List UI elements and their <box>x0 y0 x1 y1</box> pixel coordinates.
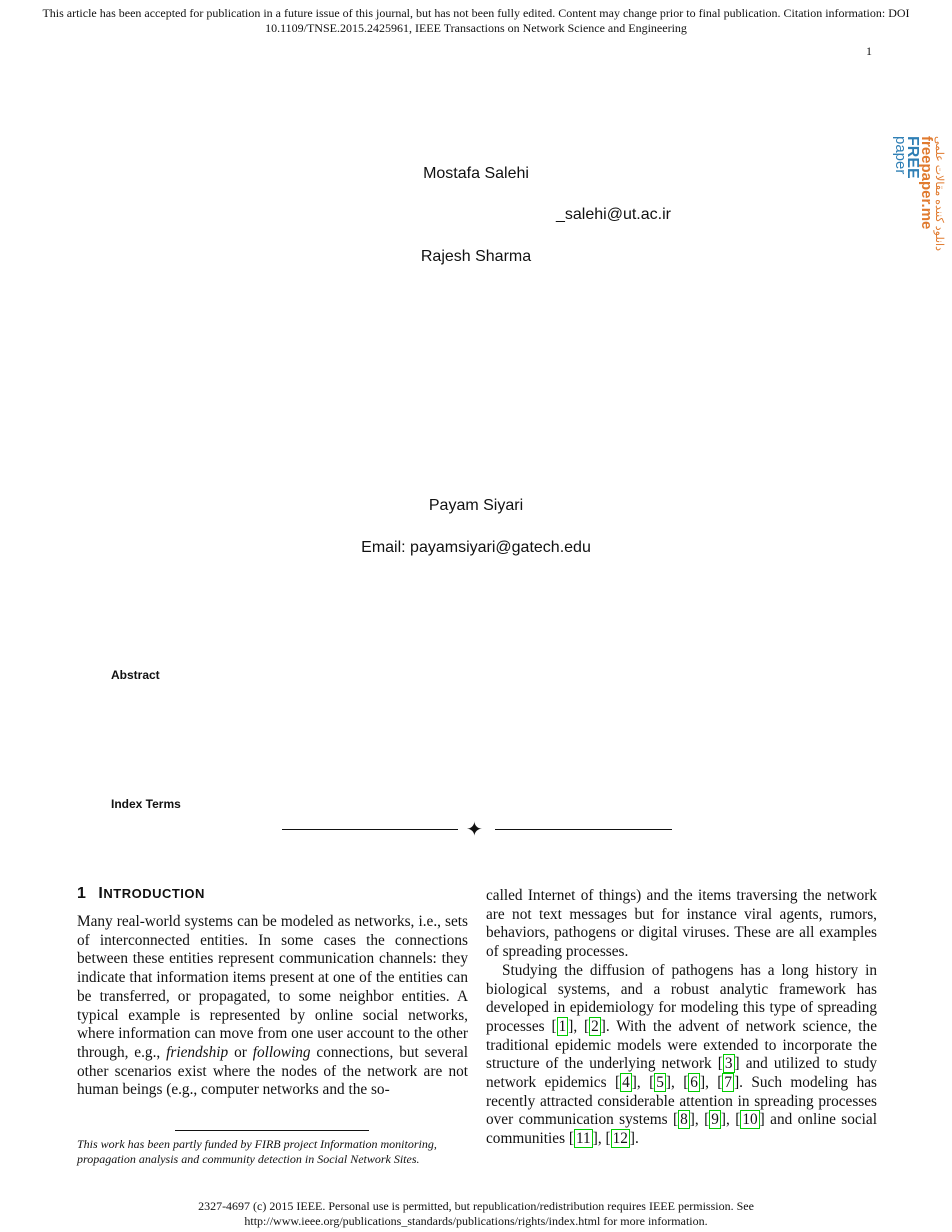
citation-link[interactable]: 5 <box>656 1074 664 1092</box>
footnote-rule <box>175 1130 369 1131</box>
text-run: , <box>636 1074 650 1092</box>
citation-link[interactable]: 3 <box>724 1055 733 1073</box>
right-paragraph-1: called Internet of things) and the items traversing the network are not text messages but for instance viral agents, rumors, behaviors, pathogens or digital viruses. These are all examples of spreading processes. <box>486 887 877 961</box>
logo-paper-text: paper <box>892 136 909 175</box>
section-heading <box>77 885 205 903</box>
text-run: , <box>573 1017 584 1035</box>
footer-line-1: 2327-4697 (c) 2015 IEEE. Personal use is permitted, but republication/redistribution requires IEEE permission. See <box>198 1199 754 1213</box>
citation-link[interactable]: 10 <box>742 1111 758 1129</box>
text-run: . <box>634 1130 639 1148</box>
separator-line-right <box>495 829 672 830</box>
citation-link[interactable]: 12 <box>612 1130 628 1148</box>
copyright-footer <box>0 1199 952 1229</box>
citation-link[interactable]: 7 <box>724 1074 733 1092</box>
text-run: and utilized to study network epidemics <box>486 1055 878 1092</box>
section-number: 1 <box>77 885 87 902</box>
text-run: , <box>705 1074 718 1092</box>
author-1-email: _salehi@ut.ac.ir <box>556 206 671 223</box>
publication-banner <box>0 6 952 36</box>
text-run: and online social communities <box>486 1111 877 1148</box>
left-paragraph-1 <box>77 913 468 1100</box>
banner-line-2: 10.1109/TNSE.2015.2425961, IEEE Transactions on Network Science and Engineering <box>265 21 687 35</box>
citation-link[interactable]: 9 <box>711 1111 719 1129</box>
section-title-initial: I <box>98 885 104 902</box>
logo-orange-text: freepaper.me <box>918 136 935 230</box>
citation-link[interactable]: 1 <box>558 1017 567 1035</box>
text-run: Many real-world systems can be modeled as networks, i.e., sets of interconnected entities. In some cases the connections between these entities represent communication channels: they indicate that information items present at one of the entities can be transferred, or propagated, to some neighbor entities. A typical example is represented by online social networks, where information can move from one user account to the other through, e.g., <box>77 913 468 1061</box>
text-run: or <box>228 1043 253 1061</box>
author-1: Mostafa Salehi <box>423 165 529 182</box>
text-run: , <box>670 1074 684 1092</box>
index-terms-label: Index Terms <box>111 797 181 811</box>
text-run: . Such modeling has recently attracted considerable attention in spreading processes over communication systems <box>486 1074 877 1129</box>
footnote: This work has been partly funded by FIRB project Information monitoring, propagation analysis and community detection in Social Network Sites. <box>77 1137 437 1166</box>
section-title-rest: NTRODUCTION <box>103 886 205 901</box>
footer-line-2: http://www.ieee.org/publications_standards/publications/rights/index.html for more information. <box>244 1214 708 1228</box>
page-number: 1 <box>866 44 872 58</box>
text-run: , <box>726 1111 736 1129</box>
logo-free-text: FREE <box>904 136 921 179</box>
separator-line-left <box>282 829 458 830</box>
freepaper-logo <box>892 118 950 268</box>
left-column <box>77 913 468 1100</box>
citation-link[interactable]: 6 <box>690 1074 698 1092</box>
author-2: Rajesh Sharma <box>420 248 532 265</box>
author-3: Payam Siyari <box>428 497 524 514</box>
citation-link[interactable]: 2 <box>591 1017 599 1035</box>
emphasis-friendship: friendship <box>166 1043 229 1061</box>
right-paragraph-2: Studying the diffusion of pathogens has a long history in biological systems, and a robust analytic framework has developed in epidemiology for modeling this type of spreading processes [ 1 ], [ 2 ]. With the advent of network science, the traditional epidemic models were extended to incorporate the structure of the underlying network [ 3 ] and utilized to study network epidemics [ 4 ], [ 5 ], [ 6 ], [ 7 ]. Such modeling has recently attracted considerable attention in spreading processes over communication systems [ 8 ], [ 9 ], [ 10 ] and online social communities [ 11 ], [ 12 ]. <box>486 961 878 1148</box>
separator-star-icon: ✦ <box>466 817 483 841</box>
emphasis-following: following <box>252 1043 311 1061</box>
logo-small-text: دانلود کننده مقالات علمی <box>933 136 945 251</box>
citation-link[interactable]: 4 <box>622 1074 630 1092</box>
citation-link[interactable]: 11 <box>575 1130 591 1148</box>
author-3-email: Email: payamsiyari@gatech.edu <box>361 539 591 556</box>
text-run: . With the advent of network science, the traditional epidemic models were extended to incorporate the structure of the underlying network <box>486 1017 877 1073</box>
abstract-label: Abstract <box>111 668 160 682</box>
right-column <box>486 887 877 1149</box>
text-run: Studying the diffusion of pathogens has a long history in biological systems, and a robust analytic framework has developed in epidemiology for modeling this type of spreading processes <box>486 961 877 1035</box>
text-run: , <box>597 1130 606 1148</box>
citation-link[interactable]: 8 <box>680 1111 688 1129</box>
text-run: connections, but several other scenarios exist where the nodes of the network are not human beings (e.g., computer networks and the so- <box>77 1043 468 1099</box>
text-run: , <box>694 1111 705 1129</box>
banner-line-1: This article has been accepted for publication in a future issue of this journal, but has not been fully edited. Content may change prior to final publication. Citation information: DOI <box>42 6 910 20</box>
freepaper-logo-icon <box>892 118 950 268</box>
